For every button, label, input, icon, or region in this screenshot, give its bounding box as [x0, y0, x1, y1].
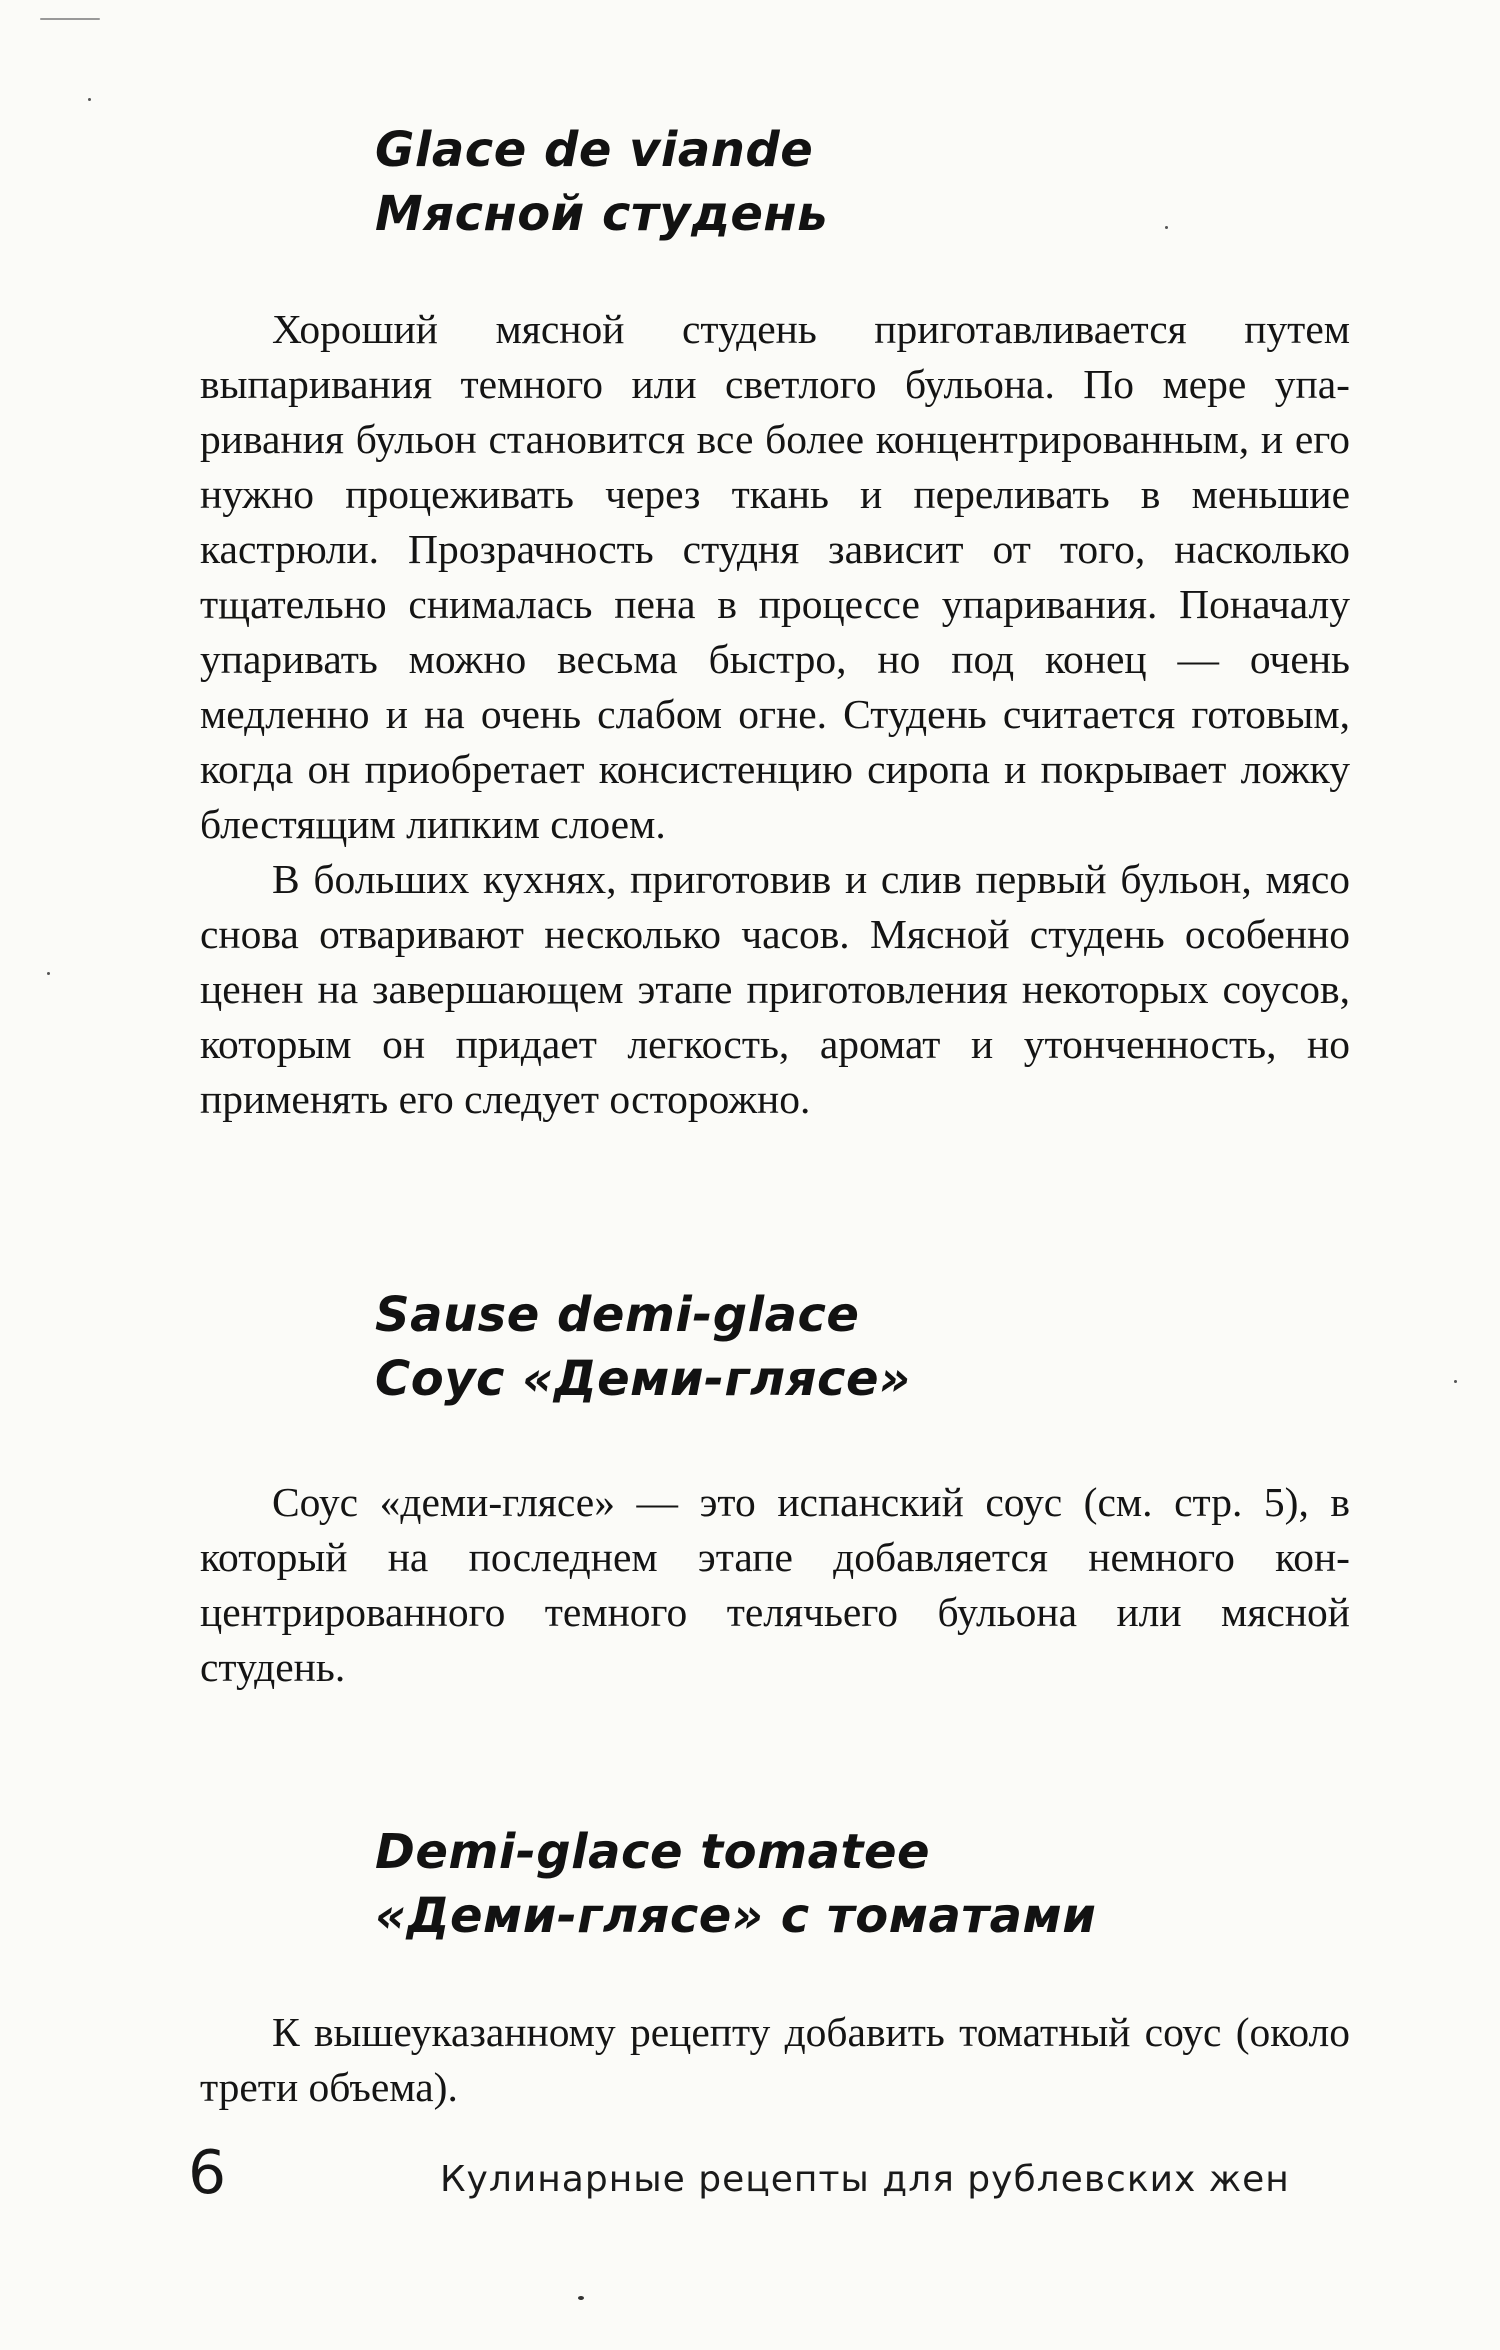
- heading-latin: Glace de viande: [375, 122, 814, 178]
- scan-speck: [47, 972, 50, 975]
- heading-russian: Соус «Деми-глясе»: [375, 1351, 911, 1407]
- section-heading: [375, 1283, 911, 1411]
- heading-latin: Sause demi-glace: [375, 1287, 860, 1343]
- section-heading: [375, 1820, 1096, 1948]
- section-body: [200, 1475, 1350, 1695]
- paragraph: Хороший мясной студень приготавливается путем выпаривания темного или светлого бульона. По мере упаривания бульон становится все более концентрированным, и его нужно процеживать через ткань и переливать в меньшие кастрюли. Прозрачность студня зависит от того, насколько тщательно снималась пена в процессе упаривания. Поначалу упаривать можно весьма быстро, но под конец — очень медленно и на очень слабом огне. Студень считается готовым, когда он приобретает консистенцию сиропа и покрывает ложку блестящим липким слоем.: [200, 306, 1350, 847]
- section-heading: [375, 118, 828, 246]
- running-footer-title: Кулинарные рецепты для рублевских жен: [440, 2159, 1290, 2200]
- page-number: 6: [188, 2138, 227, 2208]
- heading-latin: Demi-glace tomatee: [375, 1824, 931, 1880]
- scan-speck: [1454, 1380, 1457, 1383]
- heading-russian: Мясной студень: [375, 186, 828, 242]
- paragraph: К вышеуказанному рецепту добавить томатный соус (около трети объема).: [200, 2009, 1350, 2110]
- scan-speck: [1165, 226, 1168, 229]
- heading-russian: «Деми-глясе» с томатами: [375, 1888, 1097, 1944]
- scan-speck: [40, 18, 100, 20]
- section-body: [200, 302, 1350, 1127]
- paragraph: Соус «деми-глясе» — это испанский соус (см. стр. 5), в который на последнем этапе добавляется немного концентрированного темного телячьего бульона или мясной студень.: [200, 1479, 1350, 1690]
- paragraph: В больших кухнях, приготовив и слив первый бульон, мясо снова отваривают несколько часов. Мясной студень особенно ценен на завершающем этапе приготовления некоторых соусов, которым он придает легкость, аромат и утонченность, но применять его следует осторожно.: [200, 856, 1350, 1122]
- scan-speck: [88, 98, 91, 101]
- section-body: [200, 2005, 1350, 2115]
- scan-speck: [578, 2296, 584, 2300]
